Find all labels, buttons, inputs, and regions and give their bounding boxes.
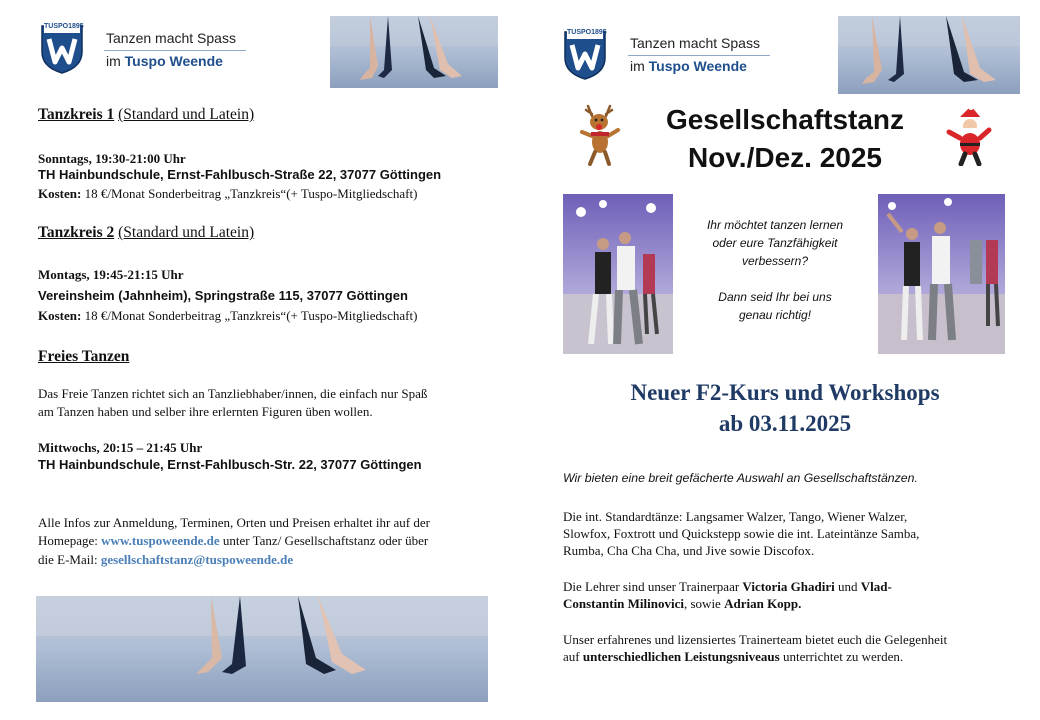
dances-line2: Slowfox, Foxtrott und Quickstepp sowie die int. Lateintänze Samba, <box>563 526 920 541</box>
tanzkreis1-location: TH Hainbundschule, Ernst-Fahlbusch-Straße 22, 37077 Göttingen <box>38 167 442 182</box>
dance-feet-photo-top-left <box>330 16 498 88</box>
homepage-link[interactable]: www.tuspoweende.de <box>101 533 220 548</box>
email-link[interactable]: gesellschaftstanz@tuspoweende.de <box>100 552 294 567</box>
team-line2 <box>563 648 903 665</box>
dances-line3: Rumba, Cha Cha Cha, und Jive sowie Discofox. <box>563 543 815 558</box>
brand-divider <box>628 55 770 56</box>
tanzkreis2-schedule: Montags, 19:45-21:15 Uhr <box>38 267 184 282</box>
info-line3 <box>38 551 293 568</box>
tuspo-logo-right <box>563 28 607 85</box>
teachers-sep: , sowie <box>684 596 725 611</box>
tanzkreis2-cost <box>38 307 417 324</box>
brand-slogan: Tanzen macht Spass <box>106 30 236 46</box>
teacher-name-2a: Vlad- <box>860 579 892 594</box>
dance-class-photo-right <box>878 194 1005 354</box>
brand-club <box>106 53 223 69</box>
teachers-prefix: Die Lehrer sind unser Trainerpaar <box>563 579 743 594</box>
tanzkreis2-heading <box>38 224 254 242</box>
cost-label: Kosten: <box>38 186 82 201</box>
page-subtitle-date: Nov./Dez. 2025 <box>687 142 883 173</box>
invitation-line3: verbessern? <box>741 254 809 268</box>
dance-feet-photo-bottom <box>36 596 488 702</box>
reindeer-icon <box>576 102 624 168</box>
tanzkreis1-heading <box>38 106 254 124</box>
intro-text: Wir bieten eine breit gefächerte Auswahl an Gesellschaftstänzen. <box>563 471 918 485</box>
teachers-line1 <box>563 578 892 595</box>
invitation-line4: Dann seid Ihr bei uns <box>718 290 832 304</box>
team-prefix: auf <box>563 649 583 664</box>
freies-location: TH Hainbundschule, Ernst-Fahlbusch-Str. 22, 37077 Göttingen <box>38 457 422 472</box>
homepage-label: Homepage: <box>38 533 98 548</box>
brand-divider <box>104 50 246 51</box>
freies-desc-line1: Das Freie Tanzen richtet sich an Tanzliebhaber/innen, die einfach nur Spaß <box>38 386 428 401</box>
logo-badge-text: TUSPO1895 <box>44 23 84 30</box>
cost-label: Kosten: <box>38 308 82 323</box>
teacher-name-2b: Constantin Milinovici <box>563 596 684 611</box>
invitation-text <box>682 216 868 324</box>
tanzkreis1-schedule: Sonntags, 19:30-21:00 Uhr <box>38 151 186 166</box>
teacher-name-3: Adrian Kopp. <box>724 596 802 611</box>
brand-club <box>630 58 747 74</box>
info-line2 <box>38 532 428 549</box>
dances-line1: Die int. Standardtänze: Langsamer Walzer, Tango, Wiener Walzer, <box>563 509 908 524</box>
santa-icon <box>945 104 993 166</box>
teachers-line2 <box>563 595 801 612</box>
team-levels: unterschiedlichen Leistungsniveaus <box>582 649 780 664</box>
freies-schedule: Mittwochs, 20:15 – 21:45 Uhr <box>38 440 203 455</box>
course-heading: Neuer F2-Kurs und Workshops <box>630 380 940 405</box>
brand-prefix: im <box>106 53 121 69</box>
info-line1: Alle Infos zur Anmeldung, Terminen, Orten und Preisen erhaltet ihr auf der <box>38 515 430 530</box>
freies-desc-line2: am Tanzen haben und selber ihre erlernten Figuren üben wollen. <box>38 404 373 419</box>
invitation-line1: Ihr möchtet tanzen lernen <box>706 218 844 232</box>
page-title: Gesellschaftstanz <box>665 104 905 135</box>
email-label: die E-Mail: <box>38 552 98 567</box>
invitation-line5: genau richtig! <box>738 308 812 322</box>
tanzkreis1-title: Tanzkreis 1 <box>38 106 115 123</box>
dance-feet-photo-top-right <box>838 16 1020 94</box>
teachers-mid: und <box>834 579 861 594</box>
cost-text: 18 €/Monat Sonderbeitrag „Tanzkreis“(+ Tuspo-Mitgliedschaft) <box>84 186 418 201</box>
tanzkreis2-subtitle: (Standard und Latein) <box>118 224 255 241</box>
freies-tanzen-heading: Freies Tanzen <box>38 348 130 365</box>
teacher-name-1: Victoria Ghadiri <box>742 579 835 594</box>
brand-slogan: Tanzen macht Spass <box>630 35 760 51</box>
tanzkreis1-cost <box>38 185 417 202</box>
team-suffix: unterrichtet zu werden. <box>779 649 904 664</box>
team-line1: Unser erfahrenes und lizensiertes Trainerteam bietet euch die Gelegenheit <box>563 632 948 647</box>
course-start-date: ab 03.11.2025 <box>718 411 852 436</box>
tanzkreis2-title: Tanzkreis 2 <box>38 224 115 241</box>
tanzkreis1-subtitle: (Standard und Latein) <box>118 106 255 123</box>
tuspo-logo-left <box>40 22 84 79</box>
logo-badge-text: TUSPO1895 <box>567 29 607 36</box>
invitation-line2: oder eure Tanzfähigkeit <box>712 236 838 250</box>
homepage-suffix: unter Tanz/ Gesellschaftstanz oder über <box>219 533 429 548</box>
brand-prefix: im <box>630 58 645 74</box>
cost-text: 18 €/Monat Sonderbeitrag „Tanzkreis“(+ Tuspo-Mitgliedschaft) <box>84 308 418 323</box>
dance-class-photo-left <box>563 194 673 354</box>
brand-club-name: Tuspo Weende <box>648 58 747 74</box>
brand-club-name: Tuspo Weende <box>124 53 223 69</box>
tanzkreis2-location: Vereinsheim (Jahnheim), Springstraße 115, 37077 Göttingen <box>38 288 408 303</box>
